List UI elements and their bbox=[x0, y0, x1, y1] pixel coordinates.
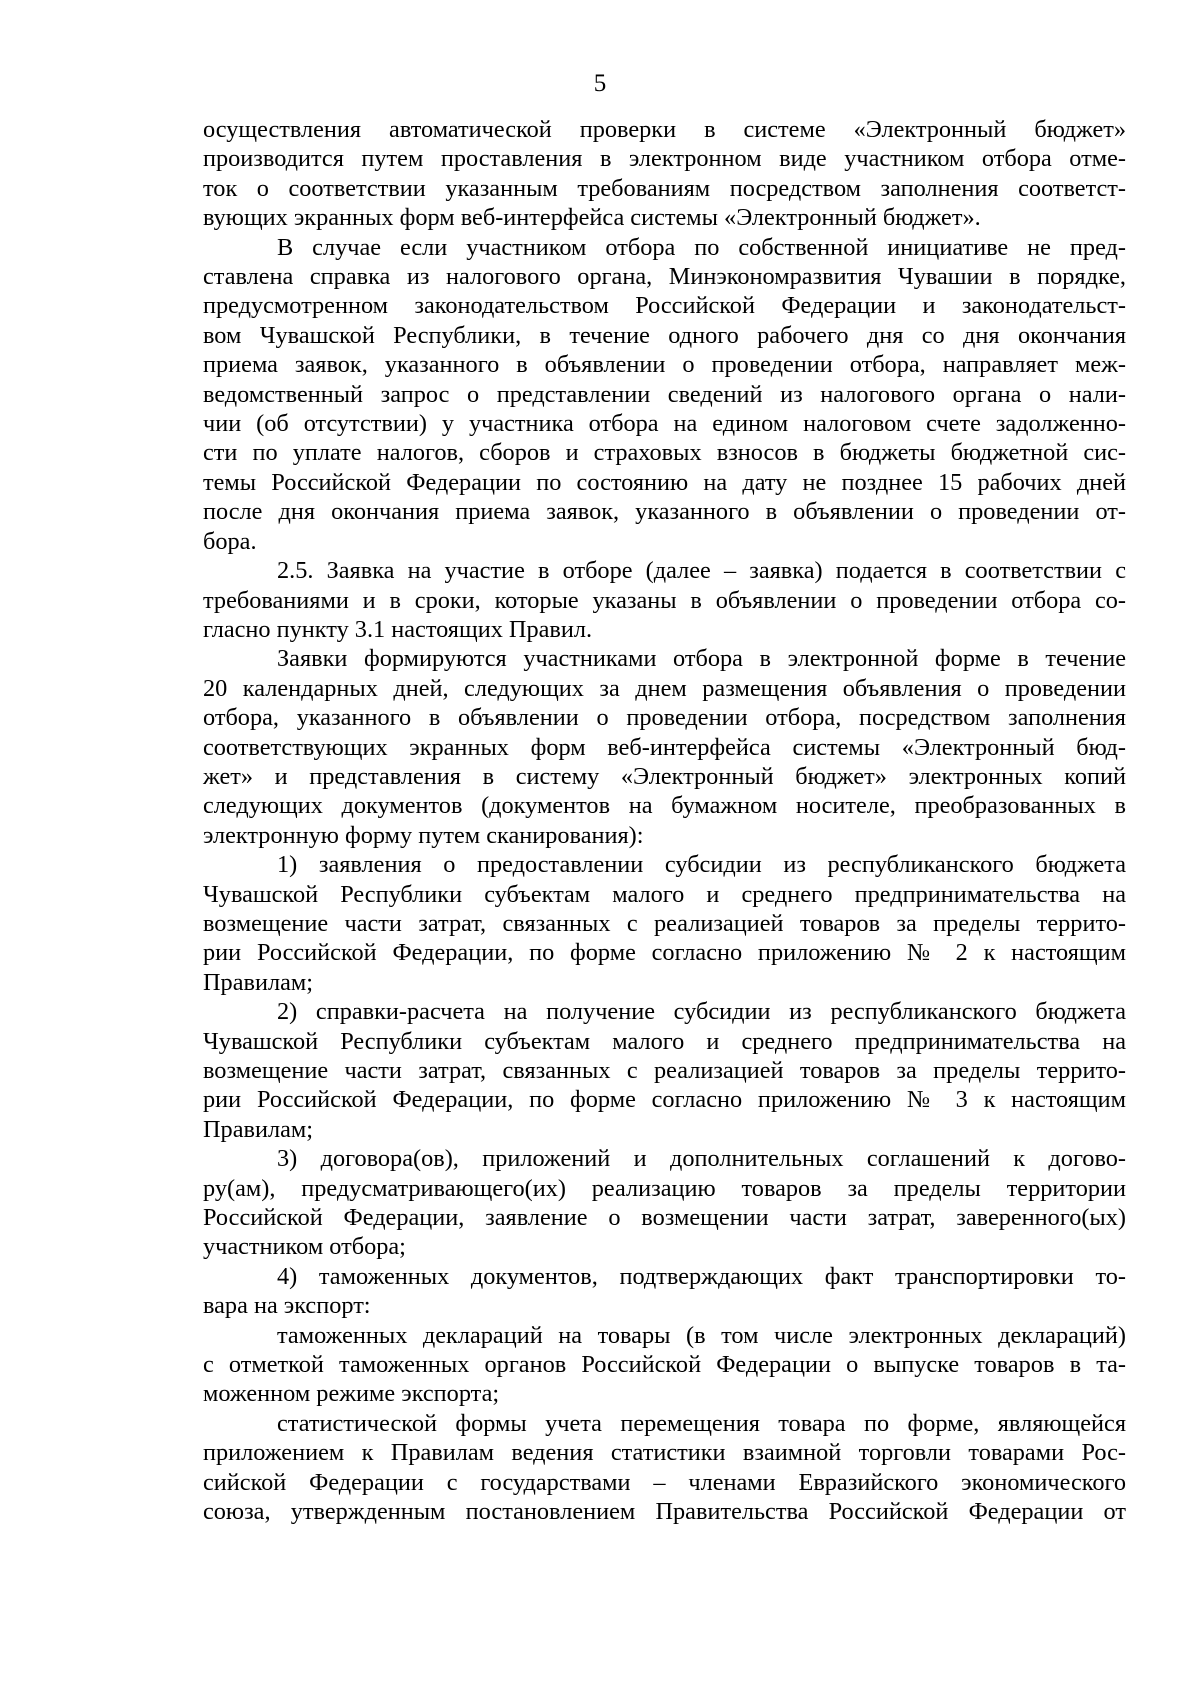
text-line: темы Российской Федерации по состоянию на дату не позднее 15 рабочих дней bbox=[203, 468, 1126, 496]
text-line: чии (об отсутствии) у участника отбора на едином налоговом счете задолженно- bbox=[203, 410, 1126, 438]
text-line: статистической формы учета перемещения товара по форме, являющейся bbox=[277, 1409, 1126, 1437]
text-line: осуществления автоматической проверки в системе «Электронный бюджет» bbox=[203, 116, 1126, 143]
text-line: ведомственный запрос о представлении сведений из налогового органа о нали- bbox=[203, 380, 1126, 408]
text-line: вом Чувашской Республики, в течение одного рабочего дня со дня окончания bbox=[203, 321, 1126, 349]
text-line: ру(ам), предусматривающего(их) реализацию товаров за пределы территории bbox=[203, 1174, 1126, 1202]
paragraph bbox=[203, 1262, 1126, 1321]
paragraph bbox=[203, 850, 1126, 997]
text-line: после дня окончания приема заявок, указанного в объявлении о проведении от- bbox=[203, 498, 1126, 526]
text-line: Российской Федерации, заявление о возмещении части затрат, заверенного(ых) bbox=[203, 1204, 1126, 1232]
text-line: жет» и представления в систему «Электронный бюджет» электронных копий bbox=[203, 762, 1126, 790]
text-line: участником отбора; bbox=[203, 1233, 406, 1261]
paragraph bbox=[203, 115, 1126, 233]
paragraph bbox=[203, 556, 1126, 644]
paragraph bbox=[203, 644, 1126, 850]
paragraph bbox=[203, 1409, 1126, 1527]
paragraph bbox=[203, 997, 1126, 1144]
text-line: 4) таможенных документов, подтверждающих факт транспортировки то- bbox=[277, 1262, 1126, 1290]
text-line: следующих документов (документов на бумажном носителе, преобразованных в bbox=[203, 792, 1126, 820]
text-line: вара на экспорт: bbox=[203, 1292, 371, 1320]
paragraph bbox=[203, 1144, 1126, 1262]
text-line: 20 календарных дней, следующих за днем размещения объявления о проведении bbox=[203, 674, 1126, 702]
text-line: рии Российской Федерации, по форме согласно приложению № 3 к настоящим bbox=[203, 1086, 1126, 1114]
text-line: Заявки формируются участниками отбора в электронной форме в течение bbox=[277, 645, 1126, 673]
text-line: Чувашской Республики субъектам малого и среднего предпринимательства на bbox=[203, 880, 1126, 908]
text-line: отбора, указанного в объявлении о проведении отбора, посредством заполнения bbox=[203, 704, 1126, 732]
text-line: 2) справки-расчета на получение субсидии из республиканского бюджета bbox=[277, 998, 1126, 1026]
text-line: 2.5. Заявка на участие в отборе (далее – заявка) подается в соответствии с bbox=[277, 557, 1126, 585]
text-line: электронную форму путем сканирования): bbox=[203, 821, 644, 849]
text-line: Чувашской Республики субъектам малого и среднего предпринимательства на bbox=[203, 1027, 1126, 1055]
text-line: вующих экранных форм веб-интерфейса системы «Электронный бюджет». bbox=[203, 204, 981, 232]
text-line: ток о соответствии указанным требованиям посредством заполнения соответст- bbox=[203, 174, 1126, 202]
text-line: союза, утвержденным постановлением Правительства Российской Федерации от bbox=[203, 1498, 1126, 1526]
text-line: Правилам; bbox=[203, 1115, 313, 1143]
text-line: бора. bbox=[203, 527, 257, 555]
text-line: соответствующих экранных форм веб-интерфейса системы «Электронный бюд- bbox=[203, 733, 1126, 761]
text-line: 3) договора(ов), приложений и дополнительных соглашений к догово- bbox=[277, 1145, 1126, 1173]
text-line: приложением к Правилам ведения статистики взаимной торговли товарами Рос- bbox=[203, 1439, 1126, 1467]
text-line: Правилам; bbox=[203, 968, 313, 996]
text-line: В случае если участником отбора по собственной инициативе не пред- bbox=[277, 233, 1126, 261]
text-line: сти по уплате налогов, сборов и страховых взносов в бюджеты бюджетной сис- bbox=[203, 439, 1126, 467]
text-line: таможенных деклараций на товары (в том числе электронных деклараций) bbox=[277, 1321, 1126, 1349]
paragraph bbox=[203, 1321, 1126, 1409]
document-body bbox=[203, 115, 1126, 1527]
text-line: возмещение части затрат, связанных с реализацией товаров за пределы террито- bbox=[203, 909, 1126, 937]
text-line: рии Российской Федерации, по форме согласно приложению № 2 к настоящим bbox=[203, 939, 1126, 967]
page-number: 5 bbox=[593, 70, 607, 97]
text-line: 1) заявления о предоставлении субсидии из республиканского бюджета bbox=[277, 851, 1126, 879]
text-line: ставлена справка из налогового органа, Минэкономразвития Чувашии в порядке, bbox=[203, 263, 1126, 291]
text-line: предусмотренном законодательством Российской Федерации и законодательст- bbox=[203, 292, 1126, 320]
text-line: производится путем проставления в электронном виде участником отбора отме- bbox=[203, 145, 1126, 173]
text-line: гласно пункту 3.1 настоящих Правил. bbox=[203, 615, 593, 643]
paragraph bbox=[203, 233, 1126, 556]
text-line: с отметкой таможенных органов Российской Федерации о выпуске товаров в та- bbox=[203, 1351, 1126, 1379]
text-line: требованиями и в сроки, которые указаны в объявлении о проведении отбора со- bbox=[203, 586, 1126, 614]
text-line: возмещение части затрат, связанных с реализацией товаров за пределы террито- bbox=[203, 1057, 1126, 1084]
text-line: приема заявок, указанного в объявлении о проведении отбора, направляет меж- bbox=[203, 351, 1126, 379]
text-line: сийской Федерации с государствами – членами Евразийского экономического bbox=[203, 1468, 1126, 1496]
text-line: моженном режиме экспорта; bbox=[203, 1380, 500, 1408]
